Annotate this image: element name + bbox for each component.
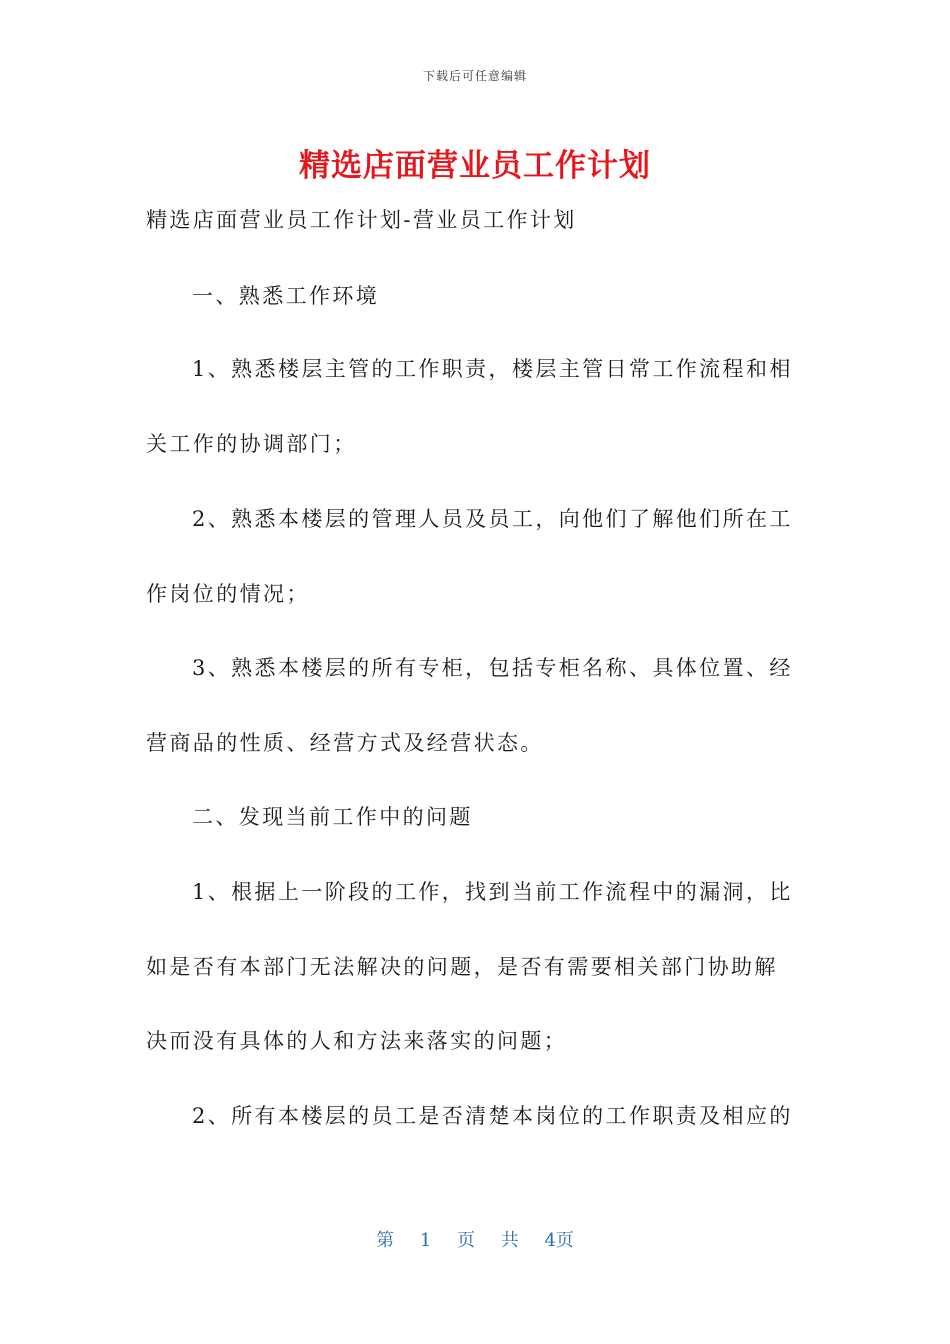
footer-total-pages: 4页 [544, 1230, 574, 1251]
paragraph-line: 如是否有本部门无法解决的问题，是否有需要相关部门协助解 [146, 955, 778, 979]
footer-di: 第 [376, 1230, 395, 1251]
paragraph-line: 2、熟悉本楼层的管理人员及员工，向他们了解他们所在工 [192, 507, 793, 531]
section-heading-1: 一、熟悉工作环境 [192, 284, 380, 308]
document-title: 精选店面营业员工作计划 [299, 148, 651, 184]
paragraph-line: 关工作的协调部门； [146, 432, 357, 456]
footer-ye: 页 [457, 1230, 475, 1251]
paragraph-line: 1、熟悉楼层主管的工作职责，楼层主管日常工作流程和相 [192, 357, 793, 381]
paragraph-line: 营商品的性质、经营方式及经营状态。 [146, 731, 544, 755]
page-footer [0, 1226, 950, 1252]
paragraph-line: 3、熟悉本楼层的所有专柜，包括专柜名称、具体位置、经 [192, 656, 793, 680]
paragraph-line: 作岗位的情况； [146, 582, 310, 606]
section-heading-2: 二、发现当前工作中的问题 [192, 805, 473, 829]
document-subtitle: 精选店面营业员工作计划-营业员工作计划 [146, 208, 577, 232]
paragraph-line: 1、根据上一阶段的工作，找到当前工作流程中的漏洞，比 [192, 880, 793, 904]
footer-page-number: 1 [419, 1230, 432, 1251]
paragraph-line: 2、所有本楼层的员工是否清楚本岗位的工作职责及相应的 [192, 1104, 793, 1128]
paragraph-line: 决而没有具体的人和方法来落实的问题； [146, 1029, 568, 1053]
header-note: 下载后可任意编辑 [422, 69, 527, 83]
footer-gong: 共 [500, 1230, 519, 1251]
